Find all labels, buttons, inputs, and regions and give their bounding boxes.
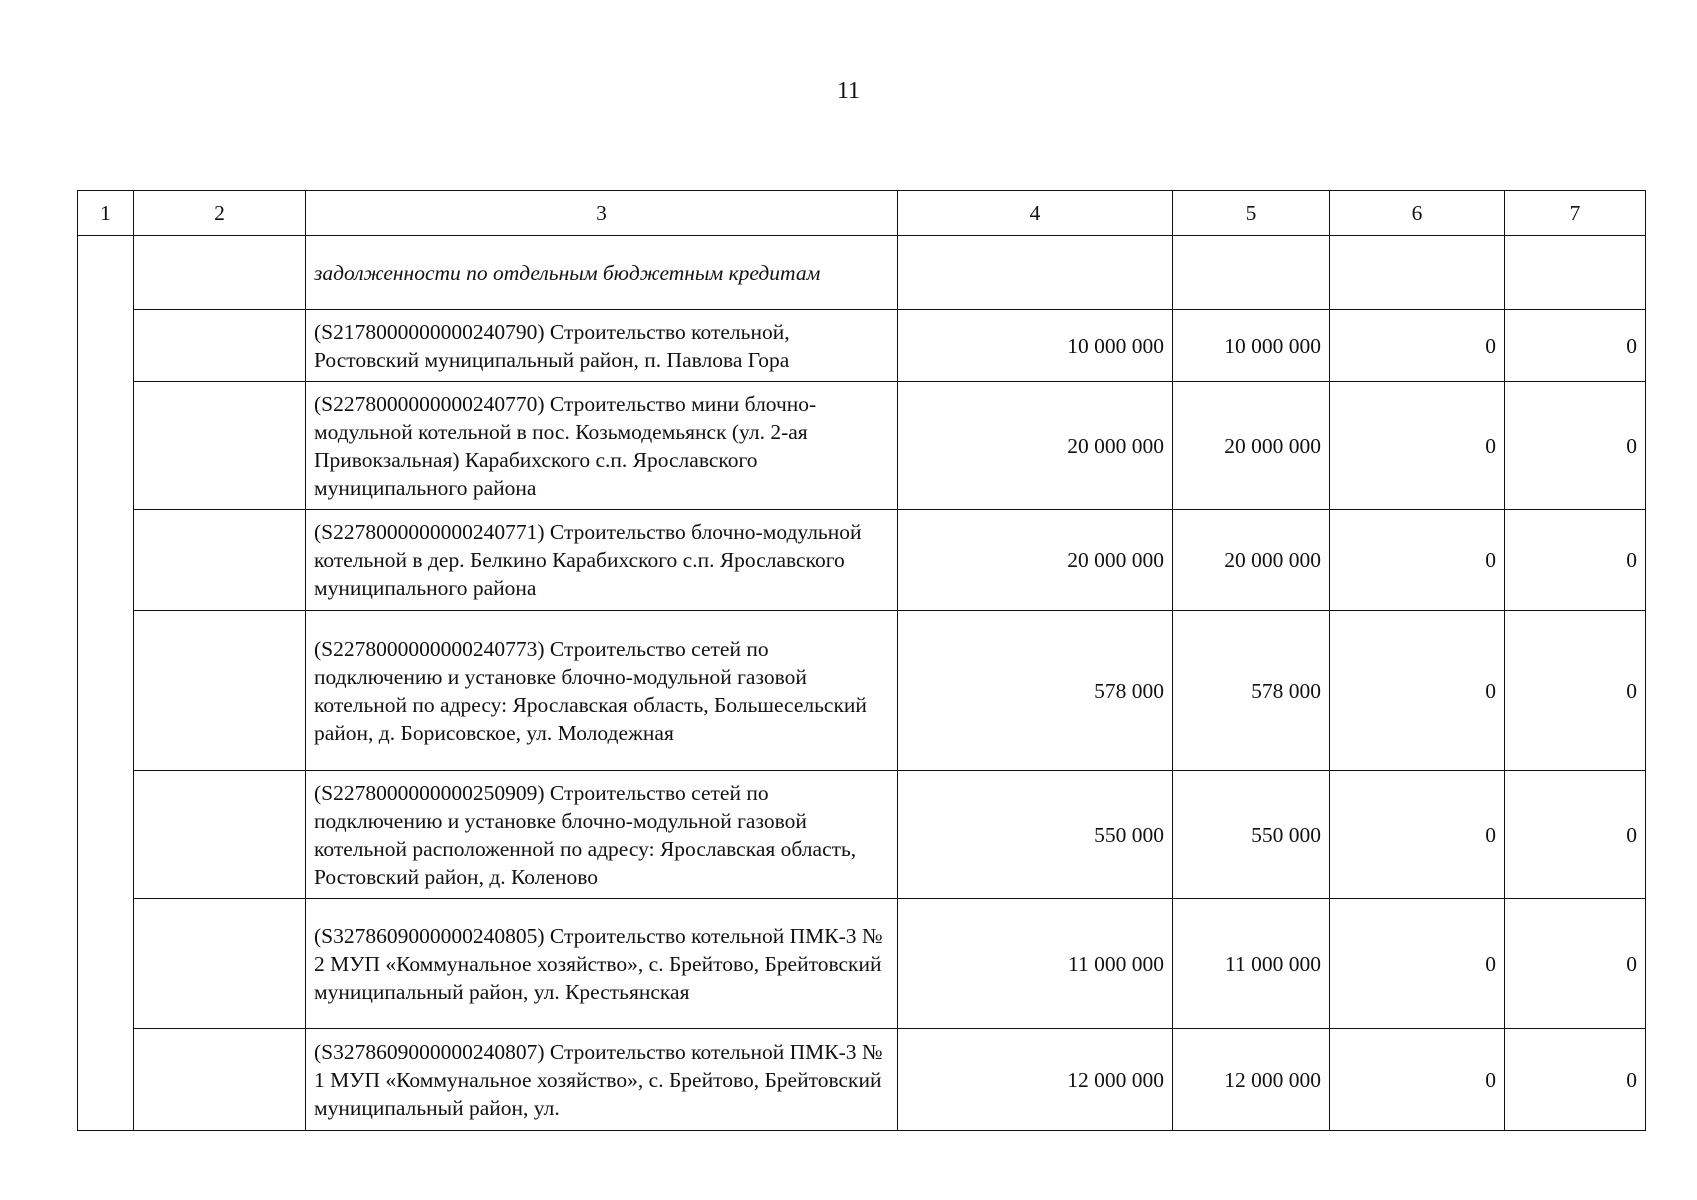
value-col-6: 0	[1330, 611, 1505, 771]
header-col-7: 7	[1505, 191, 1646, 236]
value-col-4: 20 000 000	[898, 382, 1173, 510]
description-cell: задолженности по отдельным бюджетным кредитам	[306, 236, 898, 310]
col2-cell	[134, 310, 306, 382]
value-col-7: 0	[1505, 899, 1646, 1029]
description-cell: (S2278000000000240771) Строительство блочно-модульной котельной в дер. Белкино Карабихского с.п. Ярославского муниципального района	[306, 510, 898, 611]
value-col-4: 578 000	[898, 611, 1173, 771]
value-col-6: 0	[1330, 310, 1505, 382]
table-row	[78, 771, 1646, 899]
value-col-4: 12 000 000	[898, 1029, 1173, 1131]
value-col-5: 20 000 000	[1173, 382, 1330, 510]
value-col-5: 550 000	[1173, 771, 1330, 899]
value-col-5: 20 000 000	[1173, 510, 1330, 611]
table-row	[78, 310, 1646, 382]
value-col-6: 0	[1330, 510, 1505, 611]
header-col-4: 4	[898, 191, 1173, 236]
col2-cell	[134, 771, 306, 899]
header-row	[78, 191, 1646, 236]
value-col-7: 0	[1505, 611, 1646, 771]
col2-cell	[134, 510, 306, 611]
table-row	[78, 611, 1646, 771]
header-col-3: 3	[306, 191, 898, 236]
value-col-4: 550 000	[898, 771, 1173, 899]
page-number: 11	[836, 78, 861, 104]
value-col-6: 0	[1330, 1029, 1505, 1131]
header-col-1: 1	[78, 191, 134, 236]
value-col-5: 10 000 000	[1173, 310, 1330, 382]
table-row	[78, 510, 1646, 611]
value-col-6: 0	[1330, 382, 1505, 510]
description-cell: (S2178000000000240790) Строительство котельной, Ростовский муниципальный район, п. Павлова Гора	[306, 310, 898, 382]
col2-cell	[134, 1029, 306, 1131]
header-col-6: 6	[1330, 191, 1505, 236]
value-col-4: 20 000 000	[898, 510, 1173, 611]
value-col-6: 0	[1330, 899, 1505, 1029]
description-cell: (S2278000000000240773) Строительство сетей по подключению и установке блочно-модульной газовой котельной по адресу: Ярославская область, Большесельский район, д. Борисовское, ул. Молодежная	[306, 611, 898, 771]
col2-cell	[134, 899, 306, 1029]
value-col-7: 0	[1505, 1029, 1646, 1131]
value-col-6: 0	[1330, 771, 1505, 899]
header-col-2: 2	[134, 191, 306, 236]
col2-cell	[134, 611, 306, 771]
value-col-4: 11 000 000	[898, 899, 1173, 1029]
col1-cell	[78, 236, 134, 1131]
budget-table	[77, 190, 1646, 1131]
value-col-7: 0	[1505, 771, 1646, 899]
col2-cell	[134, 236, 306, 310]
value-col-7	[1505, 236, 1646, 310]
value-col-7: 0	[1505, 382, 1646, 510]
description-cell: (S3278609000000240807) Строительство котельной ПМК-3 № 1 МУП «Коммунальное хозяйство», с. Брейтово, Брейтовский муниципальный район, ул.	[306, 1029, 898, 1131]
value-col-4: 10 000 000	[898, 310, 1173, 382]
value-col-5: 12 000 000	[1173, 1029, 1330, 1131]
table-row	[78, 1029, 1646, 1131]
table-row	[78, 236, 1646, 310]
description-cell: (S2278000000000240770) Строительство мини блочно-модульной котельной в пос. Козьмодемьянск (ул. 2-ая Привокзальная) Карабихского с.п. Ярославского муниципального района	[306, 382, 898, 510]
value-col-7: 0	[1505, 310, 1646, 382]
table-row	[78, 899, 1646, 1029]
value-col-5: 11 000 000	[1173, 899, 1330, 1029]
description-cell: (S3278609000000240805) Строительство котельной ПМК-3 № 2 МУП «Коммунальное хозяйство», с. Брейтово, Брейтовский муниципальный район, ул. Крестьянская	[306, 899, 898, 1029]
header-col-5: 5	[1173, 191, 1330, 236]
value-col-5: 578 000	[1173, 611, 1330, 771]
table-row	[78, 382, 1646, 510]
value-col-7: 0	[1505, 510, 1646, 611]
value-col-5	[1173, 236, 1330, 310]
description-cell: (S2278000000000250909) Строительство сетей по подключению и установке блочно-модульной газовой котельной расположенной по адресу: Ярославская область, Ростовский район, д. Коленово	[306, 771, 898, 899]
col2-cell	[134, 382, 306, 510]
value-col-6	[1330, 236, 1505, 310]
value-col-4	[898, 236, 1173, 310]
